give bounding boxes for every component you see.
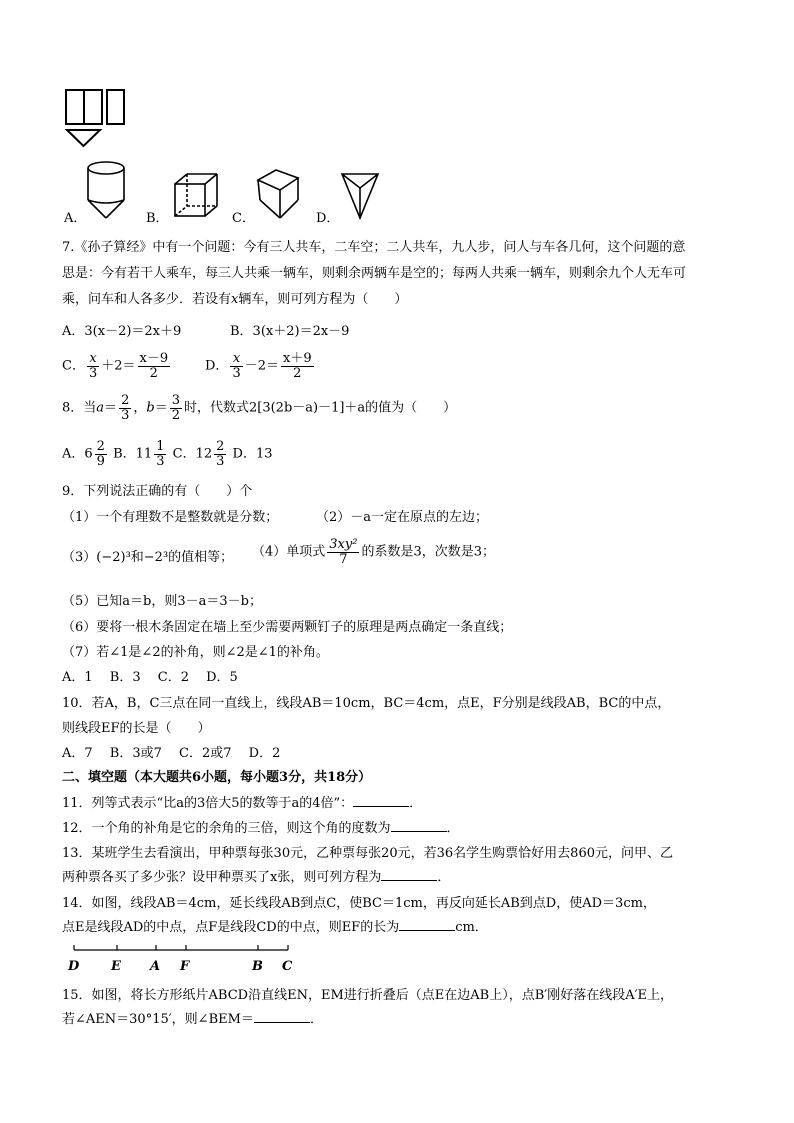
q12: 12．一个角的补角是它的余角的三倍，则这个角的度数为 ． [62, 821, 460, 836]
q13-line-1: 13．某班学生去看演出，甲种票每张30元，乙种票每张20元，若36名学生购票恰好用去860元，问甲、乙 [62, 846, 673, 861]
q7-line-3 [62, 288, 407, 307]
q14-label-c: C [282, 959, 293, 974]
q7-option-c: C． $\frac{x}{3}$ ＋2＝ $\frac{x-9}{2}$ [62, 351, 169, 381]
q7-c-label: C． [62, 358, 85, 374]
q9-s4: （4）单项式 $\frac{\text{3xy²}}{7}$ 的系数是3，次数是3； [252, 537, 495, 567]
q14-label-f: F [180, 959, 190, 974]
option-d-pyramid [342, 174, 378, 218]
q8-opt-b-frac: $\frac{1}{3}$ [156, 439, 165, 469]
option-a-cylinder-cone [88, 162, 124, 218]
q7-var: x [231, 292, 239, 307]
q9-options: A．1 B．3 C．2 D．5 [62, 670, 238, 685]
q7-line-2: 思是：今有若干人乘车，每三人共乘一辆车，则剩余两辆车是空的；每两人共乘一辆车，则剩余九个人无车可 [62, 266, 687, 281]
q9-title: 9．下列说法正确的有（ ）个 [62, 484, 253, 499]
q14-label-a: A [150, 959, 161, 974]
q7-line-3-b: 辆车，则可列方程为（ ） [238, 292, 408, 307]
q14-label-e: E [111, 959, 121, 974]
q10-options: A．7 B．3或7 C．2或7 D．2 [62, 746, 281, 761]
q15-line-2: 若∠AEN＝30°15′，则∠BEM＝ ． [62, 1012, 323, 1027]
q7-d-frac2: $\frac{x+9}{2}$ [283, 351, 312, 381]
q10-line-2: 则线段EF的长是（ ） [62, 721, 211, 736]
option-c-label: C． [232, 211, 255, 226]
q14-answer-blank [399, 918, 455, 931]
q7-c-frac2: $\frac{x-9}{2}$ [139, 351, 169, 381]
q13-line-2: 两种票各买了多少张？设甲种票买了x张，则可列方程为 ． [62, 870, 451, 885]
q11-answer-blank [353, 794, 409, 807]
q7-option-a: A．3(x－2)＝2x＋9 [62, 324, 182, 339]
q14-segment-figure [62, 940, 302, 976]
option-a-label: A． [64, 211, 87, 226]
q14-line-1: 14．如图，线段AB＝4cm，延长线段AB到点C，使BC＝1cm，再反向延长AB到点D，使AD＝3cm， [62, 896, 656, 911]
option-c-prism [258, 170, 298, 218]
q9-s4-frac: $\frac{\text{3xy²}}{7}$ [329, 537, 358, 567]
q7-line-1: 7.《孙子算经》中有一个问题：今有三人共车，二车空；二人共车，九人步，问人与车各几何，这个问题的意 [62, 240, 686, 255]
q8-opt-c-frac: $\frac{2}{3}$ [216, 439, 225, 469]
three-view-drawing [66, 90, 124, 146]
q6-figures [60, 84, 390, 224]
q7-option-d: D． $\frac{x}{3}$ －2＝ $\frac{x+9}{2}$ [205, 351, 312, 381]
q9-s5: （5）已知a＝b，则3－a＝3－b； [62, 594, 262, 609]
q8-a-frac: $\frac{2}{3}$ [121, 393, 130, 423]
section-2-title: 二、填空题（本大题共6小题，每小题3分，共18分） [62, 770, 372, 785]
q9-s2: （2）－a一定在原点的左边； [316, 510, 489, 525]
option-d-label: D． [316, 211, 340, 226]
q10-line-1: 10．若A，B，C三点在同一直线上，线段AB＝10cm，BC＝4cm，点E，F分别是线段AB，BC的中点， [62, 696, 671, 711]
q9-s1: （1）一个有理数不是整数就是分数； [62, 510, 279, 525]
q15-line-1: 15．如图，将长方形纸片ABCD沿直线EN，EM进行折叠后（点E在边AB上），点B′刚好落在线段A′E上， [62, 988, 674, 1003]
q13-answer-blank [381, 868, 437, 881]
q7-line-3-a: 乘，问车和人各多少．若设有 [62, 292, 232, 307]
q8-b-frac: $\frac{3}{2}$ [171, 393, 180, 423]
q14-line-2: 点E是线段AD的中点，点F是线段CD的中点，则EF的长为 cm． [62, 920, 488, 935]
q14-label-d: D [68, 959, 80, 974]
q12-answer-blank [391, 819, 447, 832]
q7-option-b: B．3(x＋2)＝2x－9 [230, 324, 350, 339]
q9-s3: （3）(−2)³和−2³的值相等； [62, 550, 234, 565]
q8-options: A．6 $\frac{2}{9}$ B．11 $\frac{1}{3}$ C．12 $\frac{2}{3}$ D．13 [62, 439, 273, 469]
option-b-label: B． [146, 211, 169, 226]
q8-stem: 8．当a＝ $\frac{2}{3}$ ，b＝ $\frac{3}{2}$ 时，代数式2[3(2b－a)－1]＋a的值为（ ） [62, 393, 457, 423]
q8-opt-a-frac: $\frac{2}{9}$ [96, 439, 105, 469]
q14-label-b: B [252, 959, 263, 974]
q9-s6: （6）要将一根木条固定在墙上至少需要两颗钉子的原理是两点确定一条直线； [62, 620, 513, 635]
q15-answer-blank [254, 1010, 310, 1023]
q7-d-frac1: $\frac{x}{3}$ [232, 351, 241, 381]
q7-c-frac1: $\frac{x}{3}$ [88, 351, 98, 381]
q7-d-label: D． [205, 358, 229, 374]
q9-s7: （7）若∠1是∠2的补角，则∠2是∠1的补角。 [62, 645, 329, 660]
q11: 11．列等式表示“比a的3倍大5的数等于a的4倍”： ． [62, 796, 423, 811]
option-b-cube [175, 174, 217, 216]
